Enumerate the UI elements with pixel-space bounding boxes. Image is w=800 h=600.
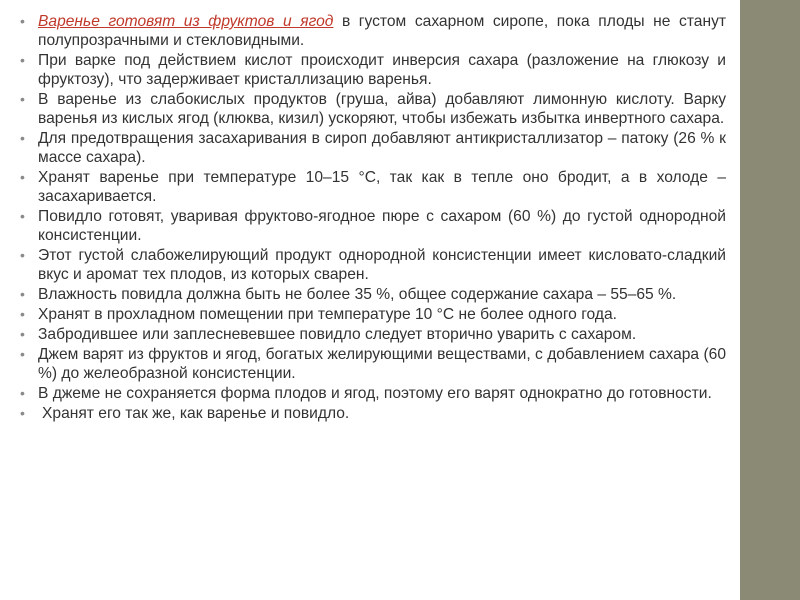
- bullet-text: В варенье из слабокислых продуктов (груша, айва) добавляют лимонную кислоту. Варку варенья из кислых ягод (клюква, кизил) ускоряют, чтобы избежать избытка инвертного сахара.: [38, 91, 726, 127]
- bullet-list: [20, 12, 726, 424]
- list-item: [20, 51, 726, 89]
- bullet-text: В джеме не сохраняется форма плодов и ягод, поэтому его варят однократно до готовности.: [38, 385, 712, 402]
- bullet-text: Повидло готовят, уваривая фруктово-ягодное пюре с сахаром (60 %) до густой однородной консистенции.: [38, 208, 726, 244]
- bullet-text: Джем варят из фруктов и ягод, богатых желирующими веществами, с добавлением сахара (60 %) до желеобразной консистенции.: [38, 346, 726, 382]
- list-item: [20, 246, 726, 284]
- bullet-text: При варке под действием кислот происходит инверсия сахара (разложение на глюкозу и фруктозу), что задерживает кристаллизацию варенья.: [38, 52, 726, 88]
- highlighted-term: Варенье готовят из фруктов и ягод: [38, 13, 334, 30]
- list-item: [20, 90, 726, 128]
- bullet-text: Влажность повидла должна быть не более 35 %, общее содержание сахара – 55–65 %.: [38, 286, 677, 303]
- list-item: [20, 207, 726, 245]
- list-item: [20, 325, 726, 344]
- bullet-text: Для предотвращения засахаривания в сироп добавляют антикристаллизатор – патоку (26 % к массе сахара).: [38, 130, 726, 166]
- bullet-text: Хранят варенье при температуре 10–15 °С, так как в тепле оно бродит, а в холоде – засахаривается.: [38, 169, 726, 205]
- bullet-text: Хранят его так же, как варенье и повидло.: [42, 405, 350, 422]
- list-item: [20, 345, 726, 383]
- bullet-text: Забродившее или заплесневевшее повидло следует вторично уварить с сахаром.: [38, 326, 637, 343]
- list-item: [20, 404, 726, 423]
- list-item: [20, 12, 726, 50]
- bullet-text: в густом сахарном сиропе, пока плоды не станут полупрозрачными и стекловидными.: [38, 13, 727, 49]
- list-item: [20, 384, 726, 403]
- list-item: [20, 129, 726, 167]
- list-item: [20, 168, 726, 206]
- bullet-text: Хранят в прохладном помещении при температуре 10 °С не более одного года.: [38, 306, 617, 323]
- bullet-text: Этот густой слабожелирующий продукт однородной консистенции имеет кисловато-сладкий вкус и аромат тех плодов, из которых сварен.: [38, 247, 726, 283]
- decorative-sidebar: [740, 0, 800, 600]
- list-item: [20, 305, 726, 324]
- list-item: [20, 285, 726, 304]
